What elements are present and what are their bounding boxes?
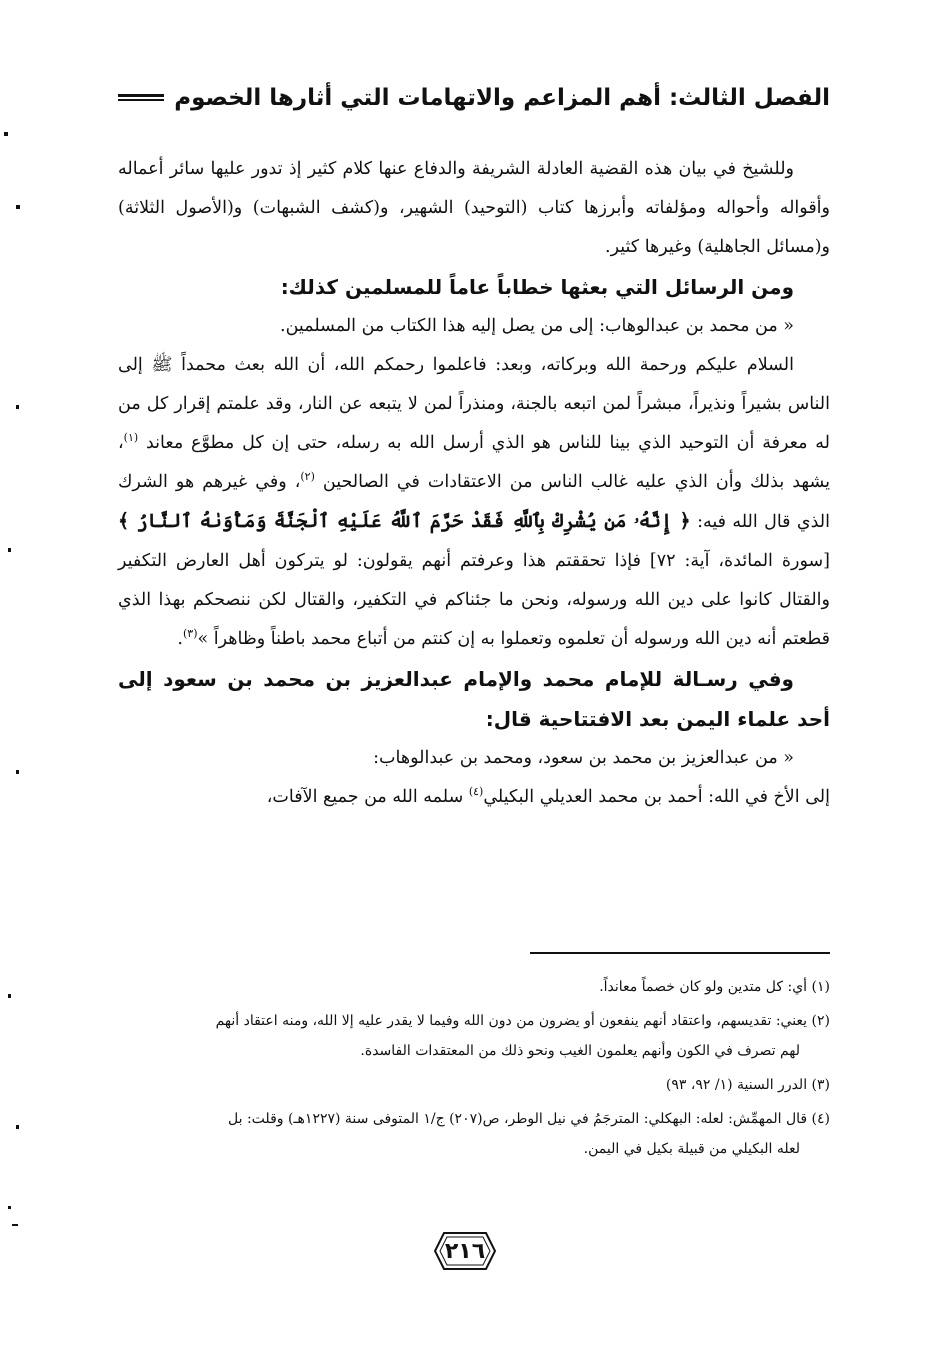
footnote-2-line-2: لهم تصرف في الكون وأنهم يعلمون الغيب ونحو ذلك من المعتقدات الفاسدة. (360, 1043, 800, 1059)
footnote-separator (530, 952, 830, 954)
scan-speck (4, 132, 8, 136)
quran-verse: ﴿ إِنَّهُۥ مَن يُشْرِكْ بِٱللَّهِ فَقَدْ حَرَّمَ ٱللَّهُ عَلَيْهِ ٱلْجَنَّةَ وَمَأْوَىٰهُ ٱلنَّارُ ﴾ (118, 510, 691, 532)
letter-1-text-c: ، وفي غيرهم هو الشرك الذي قال الله فيه: (118, 472, 830, 532)
footnote-ref-4: (٤) (468, 785, 484, 799)
footnote-2-line-1: (٢) يعني: تقديسهم، واعتقاد أنهم ينفعون أو يضرون من دون الله وفيما لا يقدر عليه إلا الله، ومنه اعتقاد أنهم (215, 1013, 830, 1029)
footnote-4-line-1: (٤) قال المهمِّش: لعله: البهكلي: المترجَمُ في نيل الوطر، ص(٢٠٧) ج/١ المتوفى سنة (١٢٢٧هـ) وقلت: بل (228, 1111, 830, 1127)
scan-speck (12, 1224, 18, 1226)
main-text (118, 150, 830, 817)
letter-1-body: السلام عليكم ورحمة الله وبركاته، وبعد: فاعلموا رحمكم الله، أن الله بعث محمداً ﷺ إلى الناس بشيراً ونذيراً، مبشراً لمن اتبعه بالجنة، ومنذراً لمن لا يتبعه عن النار، وقد علمتم إقرار كل من له معرفة أن التوحيد الذي بينا للناس هو الذي أرسل الله به رسله، حتى إن كل مطوَّع معاند $^{(١)}$، يشهد بذلك وأن الذي عليه غالب الناس من الاعتقادات في الصالحين $^{(٢)}$، وفي غيرهم هو الشرك الذي قال الله فيه: ﴿ إِنَّهُۥ مَن يُشْرِكْ بِٱللَّهِ فَقَدْ حَرَّمَ ٱللَّهُ عَلَيْهِ ٱلْجَنَّةَ وَمَأْوَىٰهُ ٱلنَّارُ ﴾ [سورة المائدة، آية: ٧٢] فإذا تحققتم هذا وعرفتم أنهم يقولون: لو يتركون أهل العارض التكفير والقتال كانوا على دين الله ورسوله، ونحن ما جئناكم في التكفير، والقتال لكن ننصحكم بهذا الذي قطعتم أنه دين الله ورسوله أن تعلموه وتعملوا به إن كنتم من أتباع محمد باطناً وظاهراً »$^{(٣)}$. (118, 355, 830, 649)
header-rule (118, 93, 164, 103)
scan-speck (8, 1206, 11, 1209)
footnote-ref-3: (٣) (183, 627, 198, 641)
paragraph-intro: وللشيخ في بيان هذه القضية العادلة الشريفة والدفاع عنها كلام كثير إذ تدور عليها سائر أعماله وأقواله وأحواله ومؤلفاته وأبرزها كتاب (التوحيد) الشهير، و(كشف الشبهات) و(الأصول الثلاثة) و(مسائل الجاهلية) وغيرها كثير. (118, 159, 830, 257)
letter-1-opening: « من محمد بن عبدالوهاب: إلى من يصل إليه هذا الكتاب من المسلمين. (280, 316, 794, 336)
footnotes (118, 972, 830, 1168)
scan-speck (16, 770, 19, 774)
letter-2-text-b: سلمه الله من جميع الآفات، (266, 787, 464, 807)
scan-speck (8, 994, 11, 998)
chapter-title: الفصل الثالث: أهم المزاعم والاتهامات التي أثارها الخصوم (174, 85, 830, 111)
section-heading-yemen-letter: وفي رسـالة للإمام محمد والإمام عبدالعزيز بن محمد بن سعود إلى أحد علماء اليمن بعد الافتتاحية قال: (118, 667, 830, 731)
footnote-ref-2: (٢) (300, 470, 315, 484)
scan-speck (16, 1125, 19, 1129)
section-heading-letters: ومن الرسائل التي بعثها خطاباً عاماً للمسلمين كذلك: (280, 275, 794, 299)
footnote-3: (٣) الدرر السنية (١/ ٩٢، ٩٣) (665, 1077, 830, 1093)
letter-2-text-a: إلى الأخ في الله: أحمد بن محمد العديلي البكيلي (483, 787, 830, 807)
scan-speck (16, 405, 19, 409)
page-number-frame (432, 1230, 498, 1272)
letter-1-text-d: [سورة المائدة، آية: ٧٢] فإذا تحققتم هذا وعرفتم أنهم يقولون: لو يتركون أهل العارض التكفير والقتال كانوا على دين الله ورسوله، ونحن ما جئناكم في التكفير، والقتال لكن ننصحكم بهذا الذي قطعتم أنه دين الله ورسوله أن تعلموه وتعملوا به إن كنتم من أتباع محمد باطناً وظاهراً » (118, 551, 830, 649)
running-header (118, 78, 830, 118)
scan-speck (8, 548, 11, 552)
footnote-2 (118, 1006, 830, 1066)
scan-speck (16, 205, 20, 209)
footnote-4-line-2: لعله البكيلي من قبيلة بكيل في اليمن. (583, 1141, 800, 1157)
footnote-1: (١) أي: كل متدين ولو كان خصماً معانداً. (599, 979, 830, 995)
letter-2-body (118, 778, 830, 817)
letter-1-text-b: ، يشهد بذلك وأن الذي عليه غالب الناس من الاعتقادات في الصالحين (118, 433, 830, 492)
letter-2-opening: « من عبدالعزيز بن محمد بن سعود، ومحمد بن عبدالوهاب: (373, 748, 794, 768)
footnote-4 (118, 1104, 830, 1164)
footnote-ref-1: (١) (123, 431, 139, 445)
letter-1-text-a: السلام عليكم ورحمة الله وبركاته، وبعد: فاعلموا رحمكم الله، أن الله بعث محمداً ﷺ إلى الناس بشيراً ونذيراً، مبشراً لمن اتبعه بالجنة، ومنذراً لمن لا يتبعه عن النار، وقد علمتم إقرار كل من له معرفة أن التوحيد الذي بينا للناس هو الذي أرسل الله به رسله، حتى إن كل مطوَّع معاند (118, 355, 830, 453)
page-number: ٢١٦ (444, 1238, 486, 1264)
